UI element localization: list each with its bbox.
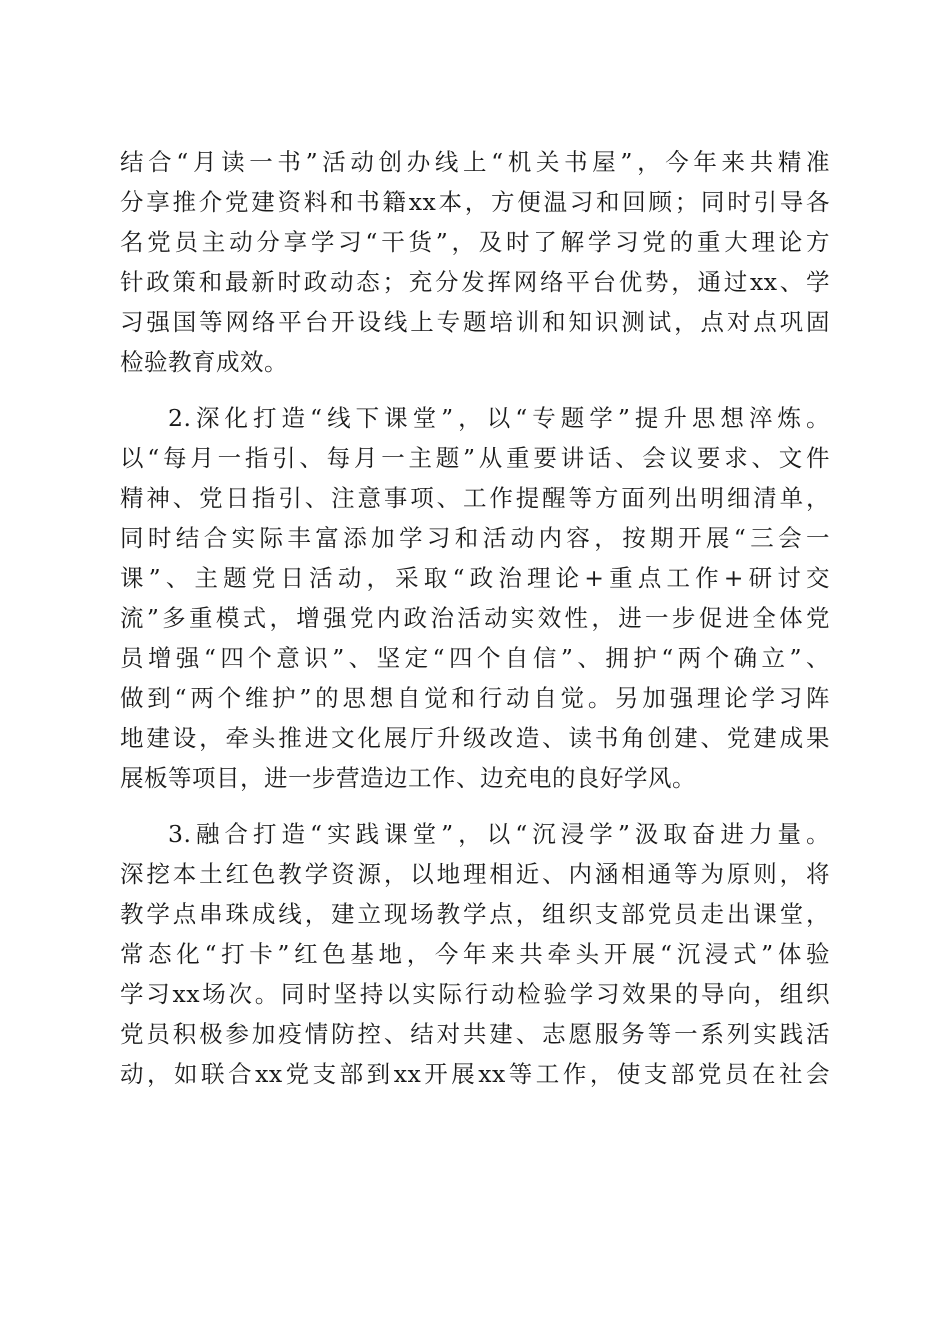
text-line: 党员积极参加疫情防控、结对共建、志愿服务等一系列实践活: [120, 1020, 830, 1048]
text-line: 课”、主题党日活动，采取“政治理论+重点工作+研讨交: [120, 564, 830, 592]
text-line: 深挖本土红色教学资源，以地理相近、内涵相通等为原则，将: [120, 860, 830, 888]
text-line: 习强国等网络平台开设线上专题培训和知识测试，点对点巩固: [120, 308, 830, 336]
text-line: 流”多重模式，增强党内政治活动实效性，进一步促进全体党: [120, 604, 830, 632]
section-heading-3: 3.融合打造“实践课堂”，以“沉浸学”汲取奋进力量。: [168, 820, 830, 848]
text-line: 以“每月一指引、每月一主题”从重要讲话、会议要求、文件: [120, 444, 830, 472]
text-line: 教学点串珠成线，建立现场教学点，组织支部党员走出课堂，: [120, 900, 830, 928]
text-line: 做到“两个维护”的思想自觉和行动自觉。另加强理论学习阵: [120, 684, 830, 712]
text-line: 针政策和最新时政动态；充分发挥网络平台优势，通过xx、学: [120, 268, 830, 296]
text-line: 动，如联合xx党支部到xx开展xx等工作，使支部党员在社会: [120, 1060, 830, 1088]
text-line: 常态化“打卡”红色基地，今年来共牵头开展“沉浸式”体验: [120, 940, 830, 968]
text-line: 员增强“四个意识”、坚定“四个自信”、拥护“两个确立”、: [120, 644, 830, 672]
text-line: 展板等项目，进一步营造边工作、边充电的良好学风。: [120, 764, 696, 792]
text-line: 同时结合实际丰富添加学习和活动内容，按期开展“三会一: [120, 524, 830, 552]
text-line: 学习xx场次。同时坚持以实际行动检验学习效果的导向，组织: [120, 980, 830, 1008]
text-line: 分享推介党建资料和书籍xx本，方便温习和回顾；同时引导各: [120, 188, 830, 216]
text-line: 检验教育成效。: [120, 348, 288, 376]
section-heading-2: 2.深化打造“线下课堂”，以“专题学”提升思想淬炼。: [168, 404, 830, 432]
text-line: 精神、党日指引、注意事项、工作提醒等方面列出明细清单，: [120, 484, 830, 512]
text-line: 地建设，牵头推进文化展厅升级改造、读书角创建、党建成果: [120, 724, 830, 752]
text-line: 名党员主动分享学习“干货”，及时了解学习党的重大理论方: [120, 228, 830, 256]
text-line: 结合“月读一书”活动创办线上“机关书屋”，今年来共精准: [120, 148, 830, 176]
